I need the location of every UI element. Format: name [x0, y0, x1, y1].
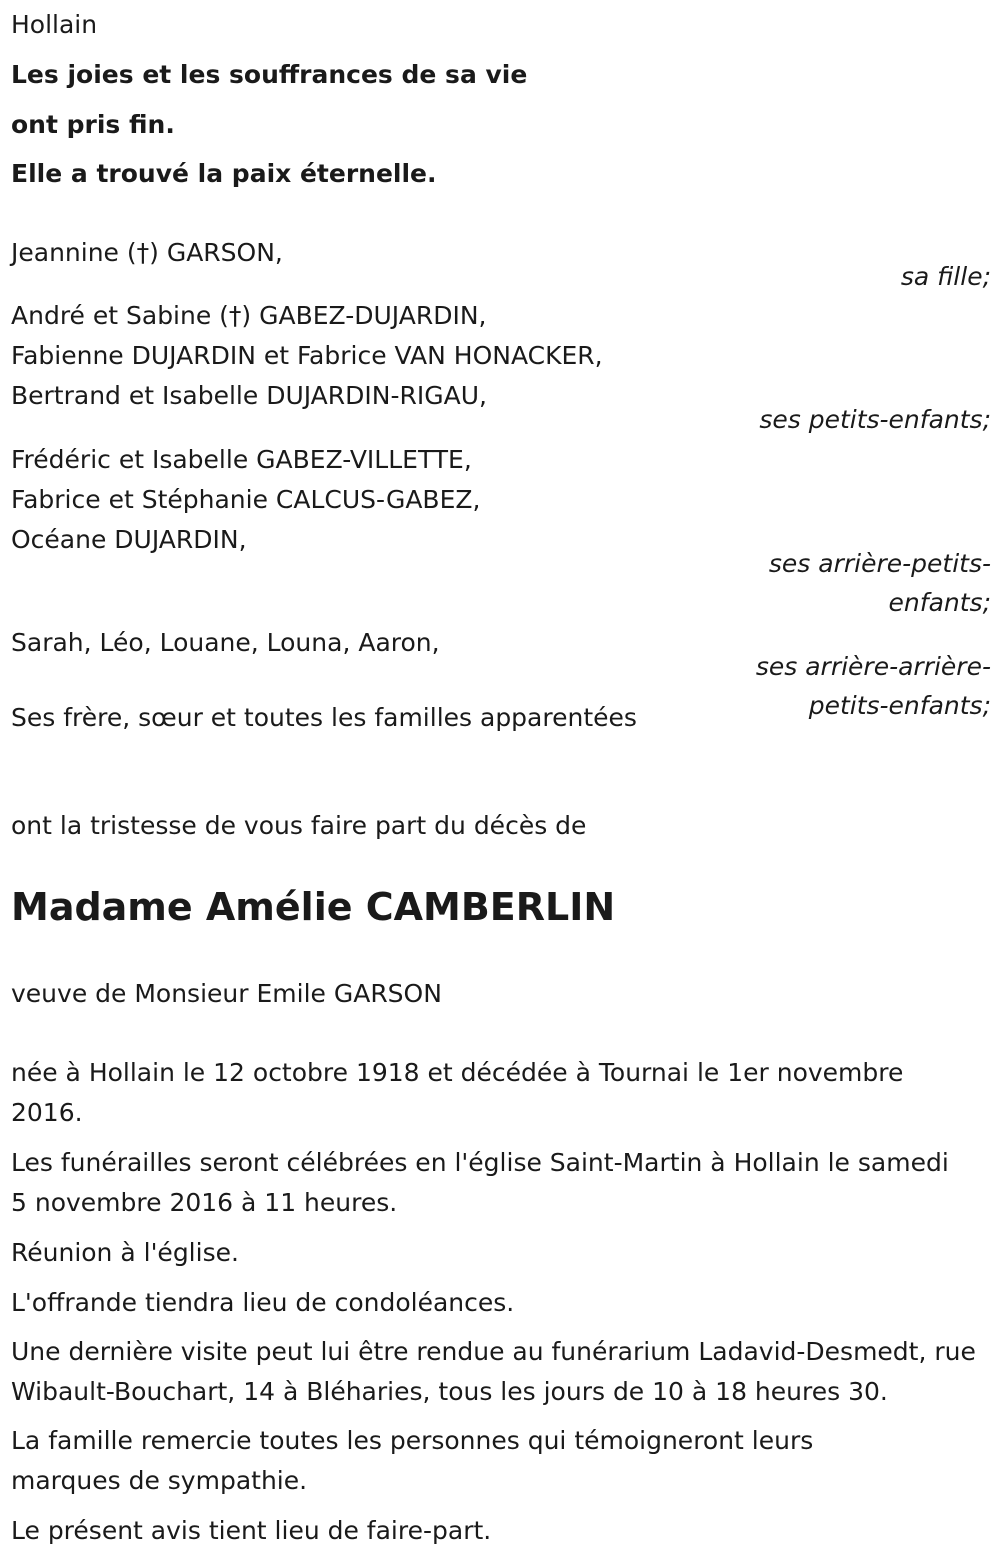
- grandchild-name-3: Bertrand et Isabelle DUJARDIN-RIGAU,: [11, 381, 487, 410]
- great-great-grandchildren-names: Sarah, Léo, Louane, Louna, Aaron,: [11, 628, 440, 657]
- grandchild-name-1: André et Sabine (†) GABEZ-DUJARDIN,: [11, 301, 487, 330]
- great-great-grandchildren-relation-2: petits-enfants;: [808, 691, 991, 720]
- great-grandchild-name-1: Frédéric et Isabelle GABEZ-VILLETTE,: [11, 445, 472, 474]
- widow-of-line: veuve de Monsieur Emile GARSON: [11, 979, 442, 1008]
- great-grandchild-name-3: Océane DUJARDIN,: [11, 525, 247, 554]
- announcement-intro: ont la tristesse de vous faire part du décès de: [11, 811, 587, 840]
- thanks-paragraph: La famille remercie toutes les personnes qui témoigneront leurs marques de sympathie.: [11, 1426, 814, 1495]
- great-grandchildren-relation-1: ses arrière-petits-: [768, 549, 991, 578]
- quote-line-2: ont pris fin.: [11, 110, 175, 139]
- meeting-paragraph: Réunion à l'église.: [11, 1238, 239, 1267]
- visit-paragraph: Une dernière visite peut lui être rendue au funérarium Ladavid-Desmedt, rue Wibault-Bouchart, 14 à Bléharies, tous les jours de 10 à 18 heures 30.: [11, 1337, 976, 1406]
- notice-paragraph: Le présent avis tient lieu de faire-part.: [11, 1516, 492, 1545]
- daughter-relation: sa fille;: [900, 262, 991, 291]
- deceased-name: Madame Amélie CAMBERLIN: [11, 885, 616, 929]
- great-grandchildren-relation-2: enfants;: [888, 588, 991, 617]
- grandchild-name-2: Fabienne DUJARDIN et Fabrice VAN HONACKER,: [11, 341, 603, 370]
- great-grandchild-name-2: Fabrice et Stéphanie CALCUS-GABEZ,: [11, 485, 481, 514]
- daughter-name: Jeannine (†) GARSON,: [11, 238, 283, 267]
- place-name: Hollain: [11, 10, 98, 39]
- birth-death-paragraph: née à Hollain le 12 octobre 1918 et décédée à Tournai le 1er novembre 2016.: [11, 1058, 904, 1127]
- quote-line-3: Elle a trouvé la paix éternelle.: [11, 159, 437, 188]
- funeral-paragraph: Les funérailles seront célébrées en l'église Saint-Martin à Hollain le samedi 5 novembre 2016 à 11 heures.: [11, 1148, 949, 1217]
- offering-paragraph: L'offrande tiendra lieu de condoléances.: [11, 1288, 515, 1317]
- quote-line-1: Les joies et les souffrances de sa vie: [11, 60, 528, 89]
- grandchildren-relation: ses petits-enfants;: [759, 405, 991, 434]
- great-great-grandchildren-relation-1: ses arrière-arrière-: [755, 652, 991, 681]
- siblings-line: Ses frère, sœur et toutes les familles apparentées: [11, 703, 637, 732]
